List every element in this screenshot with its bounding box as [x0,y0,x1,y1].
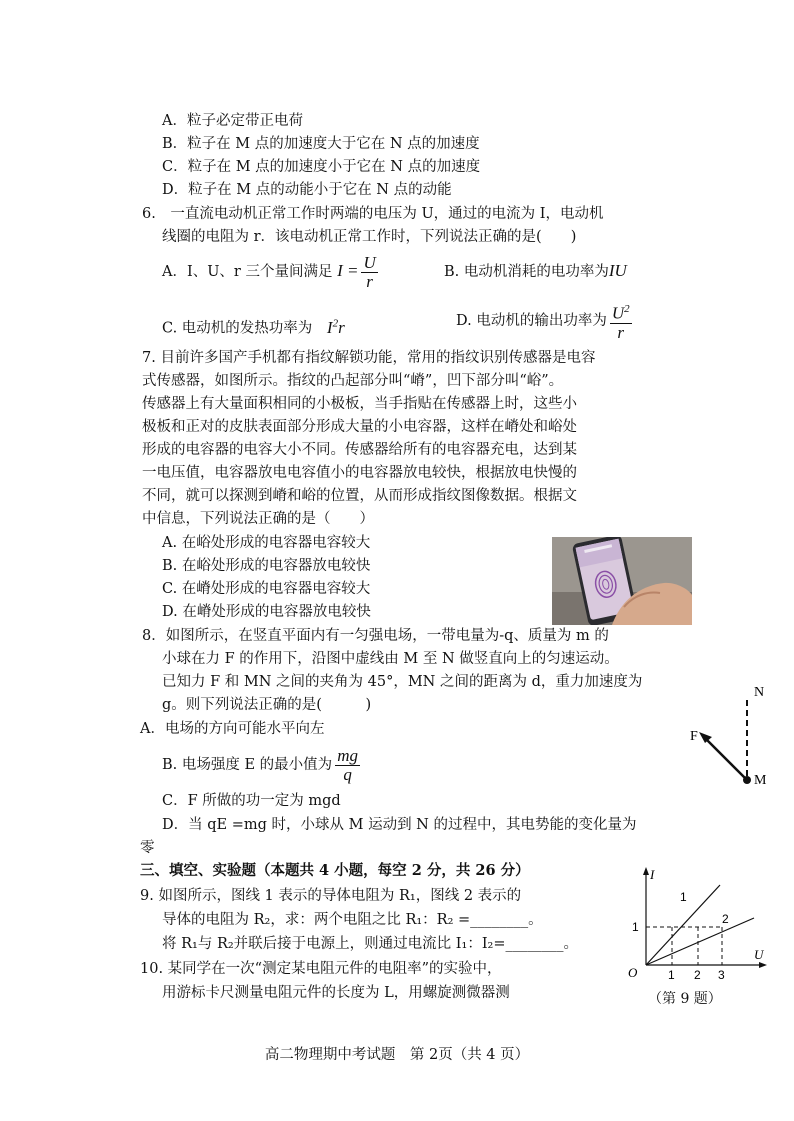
q7-option-d: D. 在嵴处形成的电容器放电较快 [162,604,371,620]
q9-line-1: 9. 如图所示，图线 1 表示的导体电阻为 R₁，图线 2 表示的 [140,888,522,904]
q7-line-4: 极板和正对的皮肤表面部分形成大量的小电容器，这样在嵴处和峪处 [142,419,577,435]
q8-option-d-line1: D．当 qE =mg 时，小球从 M 运动到 N 的过程中，其电势能的变化量为 [162,817,637,833]
fraction-numerator: U [363,252,376,272]
section-3-heading: 三、填空、实验题（本题共 4 小题，每空 2 分，共 26 分） [140,862,530,879]
y-axis-arrow-icon [643,867,649,875]
q8-option-a: A．电场的方向可能水平向左 [140,721,325,737]
q6-option-d-text: D. 电动机的输出功率为 [456,313,607,329]
q6-option-b-expr: IU [608,261,627,280]
q8-force-diagram [688,680,778,795]
q6-option-c-text: C. 电动机的发热功率为 [162,320,313,337]
x-axis-label: U [754,947,764,962]
q6-option-a-fraction [361,254,377,291]
line-1-label: 1 [680,890,687,904]
q6-option-c [162,312,345,340]
q6-option-c-sup: 2 [332,317,339,329]
q9-iu-graph [622,865,772,985]
q7-option-a: A. 在峪处形成的电容器电容较大 [162,535,371,551]
fraction-numerator: mg [337,745,358,765]
q5-option-b: B．粒子在 M 点的加速度大于它在 N 点的加速度 [162,136,480,152]
q6-stem-line1: 6. 一直流电动机正常工作时两端的电压为 U，通过的电流为 I，电动机 [142,206,604,222]
q7-line-7: 不同，就可以探测到嵴和峪的位置，从而形成指纹图像数据。根据文 [142,488,577,504]
q6-option-d-sup: 2 [624,303,630,316]
fingerprint-phone-photo [552,537,692,625]
q5-option-c: C．粒子在 M 点的加速度小于它在 N 点的加速度 [162,159,481,175]
fraction-denominator: q [343,764,352,784]
q5-option-d: D．粒子在 M 点的动能小于它在 N 点的动能 [162,182,452,198]
force-f-arrow [704,737,747,780]
label-n: N [754,685,765,700]
q6-option-c-r: r [338,317,345,337]
y-tick-1: 1 [632,920,639,934]
fraction-numerator [610,300,632,324]
q8-line-2: 小球在力 F 的作用下，沿图中虚线由 M 至 N 做竖直向上的匀速运动。 [162,651,619,667]
q5-option-a: A．粒子必定带正电荷 [162,113,303,129]
q6-stem-line2: 线圈的电阻为 r．该电动机正常工作时，下列说法正确的是( ) [162,229,577,245]
q8-option-b-text: B. 电场强度 E 的最小值为 [162,757,333,773]
fraction-denominator: r [366,271,373,291]
q7-line-2: 式传感器，如图所示。指纹的凸起部分叫“嵴”，凹下部分叫“峪”。 [142,373,564,389]
q7-line-6: 一电压值，电容器放电电容值小的电容器放电较快，根据放电快慢的 [142,465,577,481]
x-tick-2: 2 [694,968,701,982]
x-tick-3: 3 [718,968,725,982]
q8-line-3: 已知力 F 和 MN 之间的夹角为 45°，MN 之间的距离为 d，重力加速度为 [162,674,643,690]
q6-option-d-num: U [611,303,625,323]
q10-line-2: 用游标卡尺测量电阻元件的长度为 L，用螺旋测微器测 [162,985,510,1001]
q7-option-b: B. 在峪处形成的电容器放电较快 [162,558,371,574]
q6-option-a [162,250,381,293]
origin-label: O [628,965,638,980]
q6-option-c-base: I [326,317,333,337]
q6-option-d-fraction [610,300,632,342]
q8-option-d-line2: 零 [140,840,155,856]
y-axis-label: I [650,867,655,882]
q7-line-5: 形成的电容器的电容大小不同。传感器给所有的电容器充电，达到某 [142,442,577,458]
q8-option-c: C．F 所做的功一定为 mgd [162,793,341,809]
x-tick-1: 1 [668,968,675,982]
x-axis-arrow-icon [759,962,767,968]
q6-option-b [444,260,627,283]
label-f: F [690,729,698,744]
q7-line-8: 中信息，下列说法正确的是（ ） [142,511,374,527]
q7-line-3: 传感器上有大量面积相同的小极板，当手指贴在传感器上时，这些小 [142,396,577,412]
q9-line-3: 将 R₁与 R₂并联后接于电源上，则通过电流比 I₁：I₂=________。 [162,936,579,952]
q6-option-a-text: A．I、U、r 三个量间满足 [162,264,333,280]
q7-line-1: 7. 目前许多国产手机都有指纹解锁功能，常用的指纹识别传感器是电容 [142,350,596,366]
page-footer: 高二物理期中考试题 第 2页（共 4 页） [264,1047,530,1063]
q8-line-4: g。则下列说法正确的是( ) [162,697,372,713]
line-2 [646,918,754,965]
ball-m-dot [743,776,751,784]
q8-line-1: 8．如图所示，在竖直平面内有一匀强电场，一带电量为-q、质量为 m 的 [142,628,609,644]
q6-option-b-text: B. 电动机消耗的电功率为 [444,264,609,280]
label-m: M [754,773,767,788]
q6-option-a-lhs: I = [337,261,359,280]
q10-line-1: 10. 某同学在一次“测定某电阻元件的电阻率”的实验中， [140,961,502,977]
q6-option-d [456,300,635,342]
q8-option-b [162,744,363,786]
fraction-denominator: r [617,322,625,342]
q9-line-2: 导体的电阻为 R₂，求：两个电阻之比 R₁：R₂ =________。 [162,912,543,928]
fingerprint-phone-illustration [552,537,692,625]
q7-option-c: C. 在嵴处形成的电容器电容较大 [162,581,371,597]
q8-option-b-fraction [335,747,360,784]
line-2-label: 2 [722,912,729,926]
q6-option-c-expr [327,318,345,337]
q9-figure-caption: （第 9 题） [648,991,722,1007]
